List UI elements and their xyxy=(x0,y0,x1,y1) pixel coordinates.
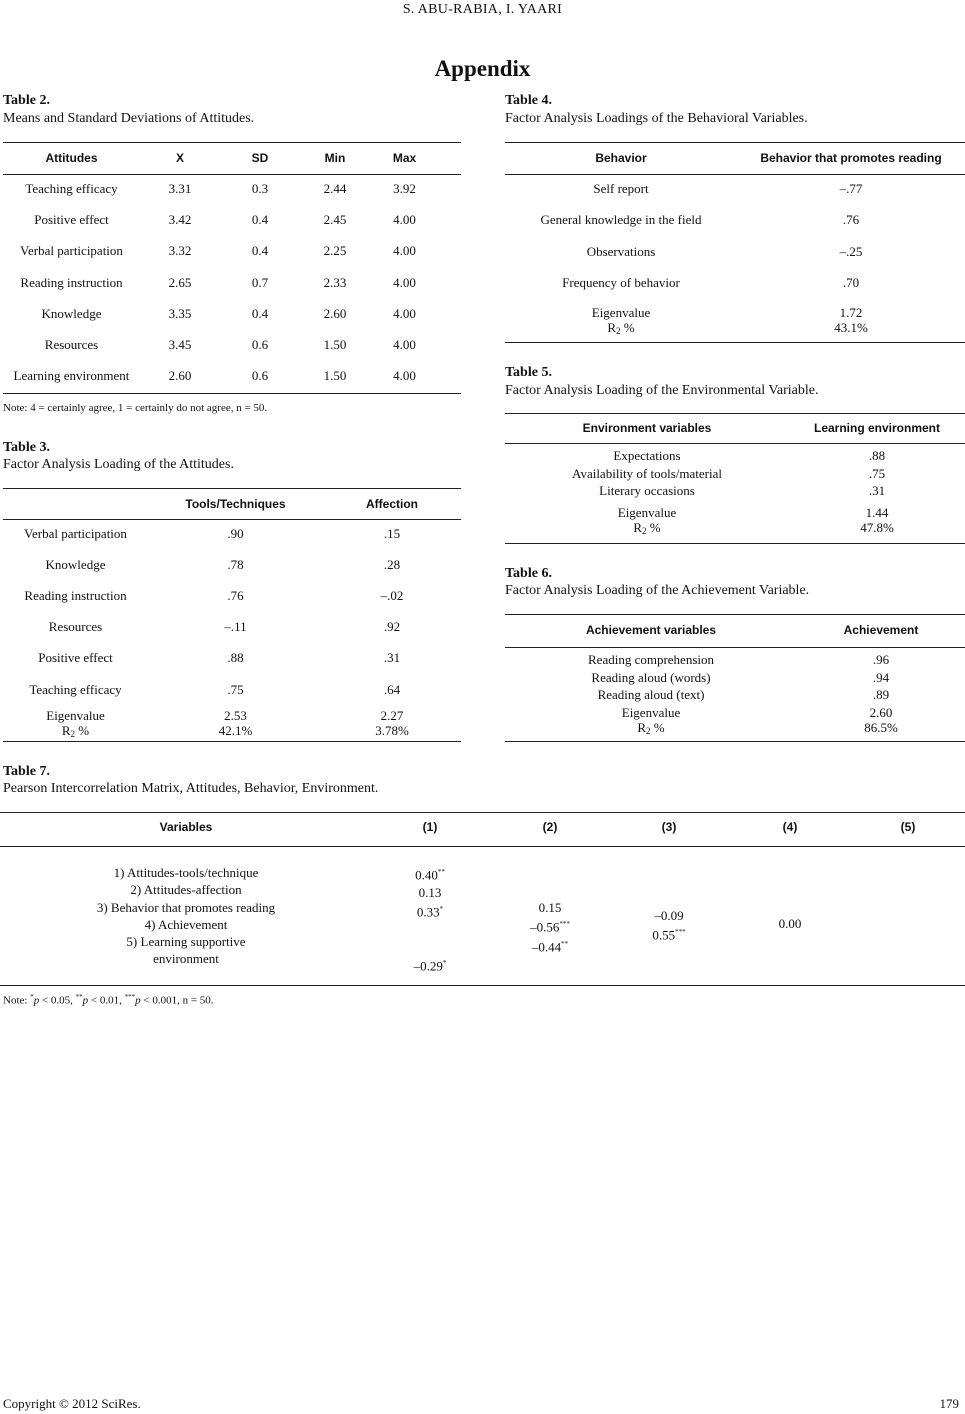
note-p: p xyxy=(82,994,89,1007)
table7-col4 xyxy=(755,915,825,932)
table6-r2-label xyxy=(505,720,797,739)
table5-eigen-value: 1.44 xyxy=(865,505,889,520)
table2-cell: 2.60 xyxy=(168,368,192,384)
table4-eigen-label: Eigenvalue xyxy=(591,305,651,320)
r2-subscript: 2 xyxy=(646,726,651,736)
significance-mark: *** xyxy=(124,993,136,1001)
table5-label: Table 5. xyxy=(505,365,552,380)
table6-eigen-label: Eigenvalue xyxy=(621,705,681,720)
table3-cell: .90 xyxy=(227,525,244,541)
table6-row xyxy=(505,669,965,687)
table2-row xyxy=(3,329,439,360)
table2-cell: 0.4 xyxy=(251,243,269,259)
r2-percent: % xyxy=(620,320,635,335)
significance-mark: * xyxy=(439,904,444,913)
table5-header-rule xyxy=(505,443,965,444)
table2-caption: Means and Standard Deviations of Attitudes. xyxy=(3,111,255,126)
table7-header: (5) xyxy=(900,820,916,834)
table6-summary xyxy=(505,705,965,739)
table4-cell: Self report xyxy=(593,180,649,196)
table7-variables xyxy=(40,864,332,968)
table7-variable: 3) Behavior that promotes reading xyxy=(96,899,276,915)
table7-cell: 0.13 xyxy=(418,884,442,900)
table7-empty-cell xyxy=(395,921,465,938)
table3-cell: .75 xyxy=(227,681,244,697)
table7-empty-cell xyxy=(395,938,465,955)
table7-header-row xyxy=(0,820,965,840)
table4-cell: .76 xyxy=(842,212,860,228)
table3-cell: .76 xyxy=(227,587,244,603)
table2-header: Min xyxy=(324,151,346,165)
table7-cell xyxy=(515,936,585,956)
table3 xyxy=(3,489,461,705)
table2-cell: Verbal participation xyxy=(20,243,123,259)
significance-mark: *** xyxy=(675,928,686,937)
table2-bottom-rule xyxy=(3,393,461,394)
table3-row xyxy=(3,643,461,674)
table7-cell xyxy=(395,955,465,975)
significance-mark: ** xyxy=(75,993,83,1001)
table3-cell: Resources xyxy=(48,619,103,635)
table7-bottom-rule xyxy=(0,985,965,986)
table4-header: Behavior xyxy=(595,151,647,165)
table4-cell: Frequency of behavior xyxy=(562,275,680,291)
table2-label: Table 2. xyxy=(3,93,50,108)
table6-top-rule xyxy=(505,614,965,615)
table7-header: (3) xyxy=(661,820,677,834)
table2-row xyxy=(3,173,439,204)
note-p: p xyxy=(135,994,141,1007)
table2-row xyxy=(3,236,439,267)
table3-eigen-label: Eigenvalue xyxy=(46,708,105,723)
table3-row xyxy=(3,612,461,643)
note-text: < 0.05, xyxy=(39,994,76,1007)
table4-header: Behavior that promotes reading xyxy=(760,151,942,165)
footer-page-number: 179 xyxy=(939,1396,959,1411)
table4-r2-value: 43.1% xyxy=(834,320,868,335)
table3-cell: .31 xyxy=(383,650,401,666)
table4-r2-label xyxy=(505,320,737,339)
table5-cell: Literary occasions xyxy=(599,483,695,498)
table2-cell: 4.00 xyxy=(393,368,416,384)
table4-row xyxy=(505,205,965,237)
r2-percent: % xyxy=(75,723,90,738)
table7-cell: –0.09 xyxy=(654,908,684,923)
table3-r2-label xyxy=(3,723,148,742)
cell-value: 0.33 xyxy=(416,904,440,920)
table2-cell: 4.00 xyxy=(393,243,416,259)
table4-bottom-rule xyxy=(505,342,965,343)
table6-header: Achievement xyxy=(843,623,919,637)
table2-cell: 2.45 xyxy=(323,211,347,227)
table4-cell: Observations xyxy=(586,243,656,259)
table2-cell: 0.6 xyxy=(251,337,269,353)
table5-summary xyxy=(505,505,965,539)
table2-cell: 3.45 xyxy=(168,337,192,353)
table2-cell: 4.00 xyxy=(393,274,416,290)
table3-row xyxy=(3,518,461,549)
table4-summary xyxy=(505,305,965,339)
table6-cell: .94 xyxy=(872,669,890,685)
table3-header: Tools/Techniques xyxy=(185,496,286,511)
significance-mark: * xyxy=(442,959,447,968)
table4-caption: Factor Analysis Loadings of the Behavioral Variables. xyxy=(505,111,808,126)
footer-copyright: Copyright © 2012 SciRes. xyxy=(3,1396,141,1411)
table3-bottom-rule xyxy=(3,741,461,742)
table3-row xyxy=(3,549,461,580)
table2-cell: 3.31 xyxy=(168,180,192,196)
table2-cell: 0.7 xyxy=(251,274,269,290)
significance-mark: * xyxy=(30,993,34,1001)
table3-row xyxy=(3,580,461,611)
table3-cell: Reading instruction xyxy=(24,587,127,603)
table2-cell: Teaching efficacy xyxy=(25,180,118,196)
table7-note xyxy=(3,993,214,1007)
table2-header: Max xyxy=(392,151,417,165)
table2-header: X xyxy=(175,151,184,165)
table3-cell: Verbal participation xyxy=(24,525,127,541)
table5-cell: .75 xyxy=(868,465,886,481)
table7-cell xyxy=(515,916,585,936)
table7-col2 xyxy=(515,899,585,956)
table2-cell: 2.25 xyxy=(323,243,347,259)
table3-cell: .92 xyxy=(383,619,401,635)
table3-caption: Factor Analysis Loading of the Attitudes. xyxy=(3,457,234,472)
table7-label: Table 7. xyxy=(3,764,50,779)
table2-row xyxy=(3,204,439,235)
r2-letter: R xyxy=(61,723,71,738)
table4-header-rule xyxy=(505,174,965,175)
significance-mark: ** xyxy=(437,868,445,876)
table3-cell: .15 xyxy=(383,525,401,541)
cell-value: 0.55 xyxy=(652,927,676,943)
table2-row xyxy=(3,267,439,298)
table3-cell: –.11 xyxy=(224,619,247,635)
table2-cell: 0.3 xyxy=(251,180,269,196)
cell-value: –0.56 xyxy=(530,919,560,935)
table7-header: (2) xyxy=(542,820,558,834)
table3-header-rule xyxy=(3,519,461,520)
table7-caption: Pearson Intercorrelation Matrix, Attitudes, Behavior, Environment. xyxy=(3,781,379,796)
table5-cell: Availability of tools/material xyxy=(572,465,722,481)
table3-summary xyxy=(3,708,461,742)
table2-cell: 2.65 xyxy=(168,274,192,290)
table3-cell: .64 xyxy=(383,681,401,697)
table5-row xyxy=(505,447,965,465)
r2-letter: R xyxy=(633,520,643,535)
table2-cell: 2.44 xyxy=(323,180,347,196)
table5-cell: Expectations xyxy=(613,448,681,463)
table7-col1 xyxy=(395,864,465,975)
table2-cell: 1.50 xyxy=(323,368,347,384)
table4 xyxy=(505,143,965,299)
table5-body xyxy=(505,447,965,500)
table6-cell: Reading comprehension xyxy=(588,652,714,667)
table2-cell: 4.00 xyxy=(393,211,416,227)
table6-cell: Reading aloud (words) xyxy=(591,669,711,685)
table5-r2-label xyxy=(505,520,789,539)
table7-header: (1) xyxy=(422,820,438,834)
table3-cell: Knowledge xyxy=(45,556,106,572)
table2-cell: Resources xyxy=(44,337,99,353)
table4-row xyxy=(505,236,965,268)
r2-letter: R xyxy=(607,320,617,335)
table2-cell: 3.92 xyxy=(393,180,416,196)
table6-r2-value: 86.5% xyxy=(864,720,898,735)
table6-caption: Factor Analysis Loading of the Achievement Variable. xyxy=(505,583,810,598)
section-title: Appendix xyxy=(434,56,531,81)
r2-subscript: 2 xyxy=(70,729,76,739)
table6-body xyxy=(505,651,965,704)
table6-row xyxy=(505,651,965,669)
r2-letter: R xyxy=(637,720,647,735)
r2-subscript: 2 xyxy=(616,326,621,336)
table3-r2-value: 42.1% xyxy=(218,723,253,738)
table4-label: Table 4. xyxy=(505,93,552,108)
table6-cell: .96 xyxy=(872,652,890,667)
table2-cell: 0.4 xyxy=(251,211,269,227)
table4-cell: –.77 xyxy=(839,180,863,196)
significance-mark: ** xyxy=(561,939,569,948)
table6-bottom-rule xyxy=(505,741,965,742)
table4-row xyxy=(505,173,965,205)
table6-row xyxy=(505,686,965,704)
table3-cell: .88 xyxy=(227,650,244,666)
table5-eigen-label: Eigenvalue xyxy=(617,505,677,520)
table7-variable: 2) Attitudes-affection xyxy=(130,882,242,898)
table3-cell: .78 xyxy=(227,556,244,572)
table3-cell: .28 xyxy=(383,556,401,572)
table6-cell: .89 xyxy=(872,687,890,702)
table5-row xyxy=(505,465,965,483)
table3-eigen-value: 2.53 xyxy=(224,708,247,723)
note-text: < 0.01, xyxy=(88,994,125,1007)
table7-cell xyxy=(634,924,704,944)
r2-subscript: 2 xyxy=(642,526,647,536)
table7-header-rule xyxy=(0,846,965,847)
table5-r2-value: 47.8% xyxy=(860,520,894,535)
table5-header-row xyxy=(505,421,965,435)
table4-cell: –.25 xyxy=(839,243,863,259)
table7-cell xyxy=(395,901,465,921)
table2-row xyxy=(3,361,439,392)
table3-header: Affection xyxy=(366,496,418,511)
table5-top-rule xyxy=(505,413,965,414)
table2-cell: 0.4 xyxy=(251,305,269,321)
table7-cell xyxy=(395,864,465,884)
table5-cell: .88 xyxy=(868,448,886,463)
r2-percent: % xyxy=(650,720,665,735)
table5-cell: .31 xyxy=(868,483,886,498)
table2-cell: 3.32 xyxy=(168,243,192,259)
table2-cell: 2.60 xyxy=(323,305,347,321)
table2-cell: Reading instruction xyxy=(20,274,123,290)
table6-header-rule xyxy=(505,647,965,648)
table7-col3 xyxy=(634,907,704,944)
table5-header: Learning environment xyxy=(813,421,941,435)
table2-cell: Learning environment xyxy=(13,368,130,384)
cell-value: –0.29 xyxy=(413,958,443,974)
table4-row xyxy=(505,268,965,300)
table5-bottom-rule xyxy=(505,543,965,544)
note-p: p xyxy=(33,994,40,1007)
table7-variable: 1) Attitudes-tools/technique xyxy=(113,865,259,880)
table2-cell: 4.00 xyxy=(393,305,416,321)
table3-label: Table 3. xyxy=(3,440,50,455)
table6-eigen-value: 2.60 xyxy=(869,705,893,720)
table2-cell: 3.42 xyxy=(168,211,192,227)
table2-cell: 2.33 xyxy=(323,274,347,290)
table3-eigen-value: 2.27 xyxy=(380,708,404,723)
table7-variable: 4) Achievement xyxy=(144,916,228,932)
table4-cell: General knowledge in the field xyxy=(540,212,702,228)
table2-note: Note: 4 = certainly agree, 1 = certainly do not agree, n = 50. xyxy=(3,402,268,414)
table2-cell: 0.6 xyxy=(251,368,269,384)
table2-header: Attitudes xyxy=(45,151,98,165)
table7-header: (4) xyxy=(782,820,798,834)
table7-top-rule xyxy=(0,812,965,813)
table7-cell: 0.15 xyxy=(538,900,562,915)
table2-header: SD xyxy=(251,151,269,165)
table5-caption: Factor Analysis Loading of the Environmental Variable. xyxy=(505,383,819,398)
table4-cell: .70 xyxy=(842,275,860,291)
cell-value: –0.44 xyxy=(531,939,562,955)
r2-percent: % xyxy=(646,520,661,535)
table3-cell: Positive effect xyxy=(38,650,113,666)
table6-header-row xyxy=(505,623,965,637)
table7-header: Variables xyxy=(159,820,213,834)
table2-header-rule xyxy=(3,174,461,175)
table7-cell: 0.00 xyxy=(778,916,802,931)
table6-header: Achievement variables xyxy=(585,623,717,637)
table2-cell: 4.00 xyxy=(393,337,416,353)
table2-cell: Knowledge xyxy=(41,305,102,321)
cell-value: 0.40 xyxy=(415,867,438,883)
table6-cell: Reading aloud (text) xyxy=(597,687,705,702)
table2-cell: 3.35 xyxy=(168,305,192,321)
table2-cell: 1.50 xyxy=(323,337,347,353)
table2 xyxy=(3,143,439,392)
table5-header: Environment variables xyxy=(582,421,712,435)
table6-label: Table 6. xyxy=(505,566,552,581)
table7-variable: 5) Learning supportive xyxy=(126,934,246,950)
table3-cell: –.02 xyxy=(380,587,404,603)
table2-cell: Positive effect xyxy=(34,211,109,227)
note-text: < 0.001, n = 50. xyxy=(140,994,214,1007)
table7-variable: environment xyxy=(153,951,219,967)
table5-row xyxy=(505,482,965,500)
table2-row xyxy=(3,298,439,329)
note-prefix: Note: xyxy=(3,994,31,1007)
table3-cell: Teaching efficacy xyxy=(29,681,122,697)
table3-row xyxy=(3,674,461,705)
table4-eigen-value: 1.72 xyxy=(839,305,863,320)
table3-header xyxy=(3,489,148,518)
running-head: S. ABU-RABIA, I. YAARI xyxy=(402,2,563,17)
table3-r2-value: 3.78% xyxy=(375,723,409,738)
significance-mark: *** xyxy=(559,920,570,929)
